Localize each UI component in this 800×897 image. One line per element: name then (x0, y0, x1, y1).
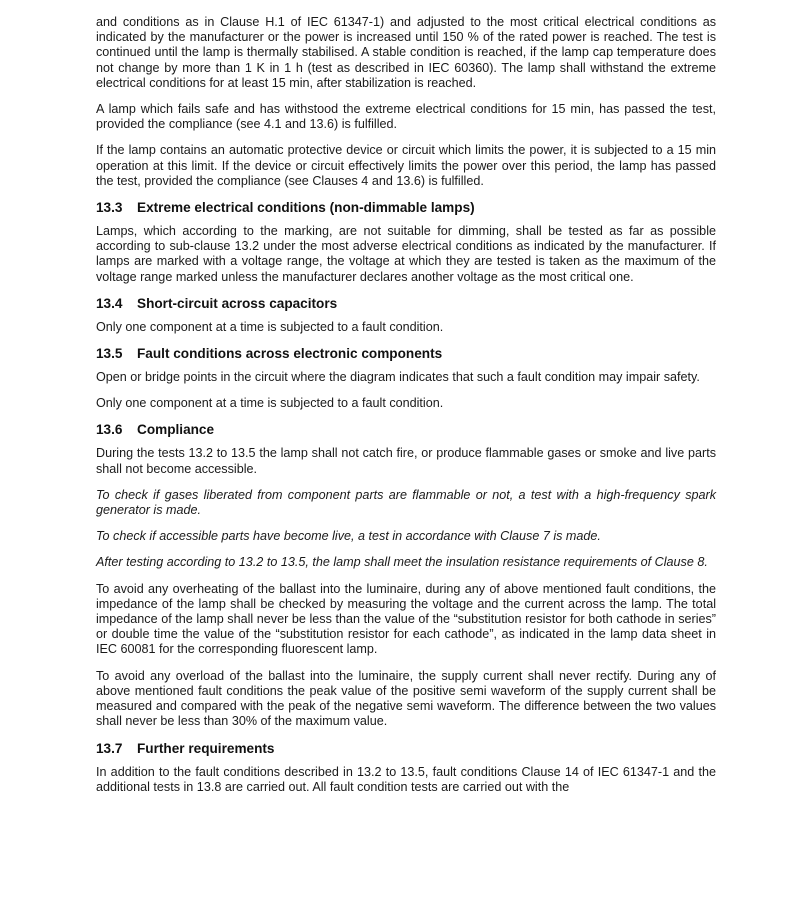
italic-paragraph: After testing according to 13.2 to 13.5, the lamp shall meet the insulation resistance requirements of Clause 8. (96, 555, 708, 570)
section-title: Further requirements (137, 740, 275, 756)
paragraph: A lamp which fails safe and has withstood the extreme electrical conditions for 15 min, has passed the test, provided the compliance (see 4.1 and 13.6) is fulfilled. (96, 102, 716, 132)
italic-paragraph: To check if accessible parts have become live, a test in accordance with Clause 7 is made. (96, 529, 601, 544)
paragraph: During the tests 13.2 to 13.5 the lamp shall not catch fire, or produce flammable gases or smoke and live parts shall not become accessible. (96, 446, 716, 476)
italic-paragraph: To check if gases liberated from component parts are flammable or not, a test with a high-frequency spark generator is made. (96, 487, 716, 518)
paragraph: To avoid any overload of the ballast into the luminaire, the supply current shall never rectify. During any of above mentioned fault conditions the peak value of the positive semi waveform of the supply current shall be measured and compared with the peak of the negative semi waveform. The difference between the two values shall never be less than 30% of the maximum value. (96, 668, 716, 729)
section-heading-13-4 (96, 296, 716, 312)
paragraph: Lamps, which according to the marking, are not suitable for dimming, shall be tested as far as possible according to sub-clause 13.2 under the most adverse electrical conditions as indicated by the manufacturer. If lamps are marked with a voltage range, the voltage at which they are tested is taken as the maximum of the voltage range marked unless the manufacturer declares another voltage as the most critical one. (96, 224, 716, 284)
section-heading-13-7 (96, 741, 716, 757)
paragraph: Open or bridge points in the circuit where the diagram indicates that such a fault condition may impair safety. (96, 370, 700, 385)
paragraph: To avoid any overheating of the ballast into the luminaire, during any of above mentioned fault conditions, the impedance of the lamp shall be checked by measuring the voltage and the current across the lamp. The total impedance of the lamp shall never be less than the value of the “substitution resistor for both cathode in series” or double time the value of the “substitution resistor for each cathode”, as indicated in the lamp data sheet in IEC 60081 for the corresponding fluorescent lamp. (96, 581, 716, 657)
section-heading-13-3 (96, 200, 716, 216)
section-title: Fault conditions across electronic components (137, 346, 443, 362)
section-number: 13.6 (96, 422, 123, 438)
paragraph: Only one component at a time is subjected to a fault condition. (96, 319, 444, 334)
paragraph: In addition to the fault conditions described in 13.2 to 13.5, fault conditions Clause 14 of IEC 61347-1 and the additional tests in 13.8 are carried out. All fault condition tests are carried out with the (96, 764, 716, 794)
section-title: Extreme electrical conditions (non-dimmable lamps) (137, 200, 475, 216)
section-number: 13.4 (96, 295, 123, 311)
section-heading-13-6 (96, 422, 716, 438)
section-heading-13-5 (96, 346, 716, 362)
section-title: Short-circuit across capacitors (137, 295, 338, 311)
section-number: 13.3 (96, 200, 123, 216)
section-title: Compliance (137, 422, 215, 438)
paragraph: Only one component at a time is subjected to a fault condition. (96, 396, 444, 411)
section-number: 13.5 (96, 346, 123, 362)
section-number: 13.7 (96, 740, 123, 756)
paragraph: If the lamp contains an automatic protective device or circuit which limits the power, it is subjected to a 15 min operation at this limit. If the device or circuit effectively limits the power over this period, the lamp has passed the test, provided the compliance (see Clauses 4 and 13.6) is fulfilled. (96, 143, 716, 188)
paragraph: and conditions as in Clause H.1 of IEC 61347-1) and adjusted to the most critical electrical conditions as indicated by the manufacturer or the power is increased until 150 % of the rated power is reached. The test is continued until the lamp is thermally stabilised. A stable condition is reached, if the lamp cap temperature does not change by more than 1 K in 1 h (test as described in IEC 60360). The lamp shall withstand the extreme electrical conditions for at least 15 min, after stabilization is reached. (96, 15, 716, 90)
document-page (96, 15, 716, 806)
